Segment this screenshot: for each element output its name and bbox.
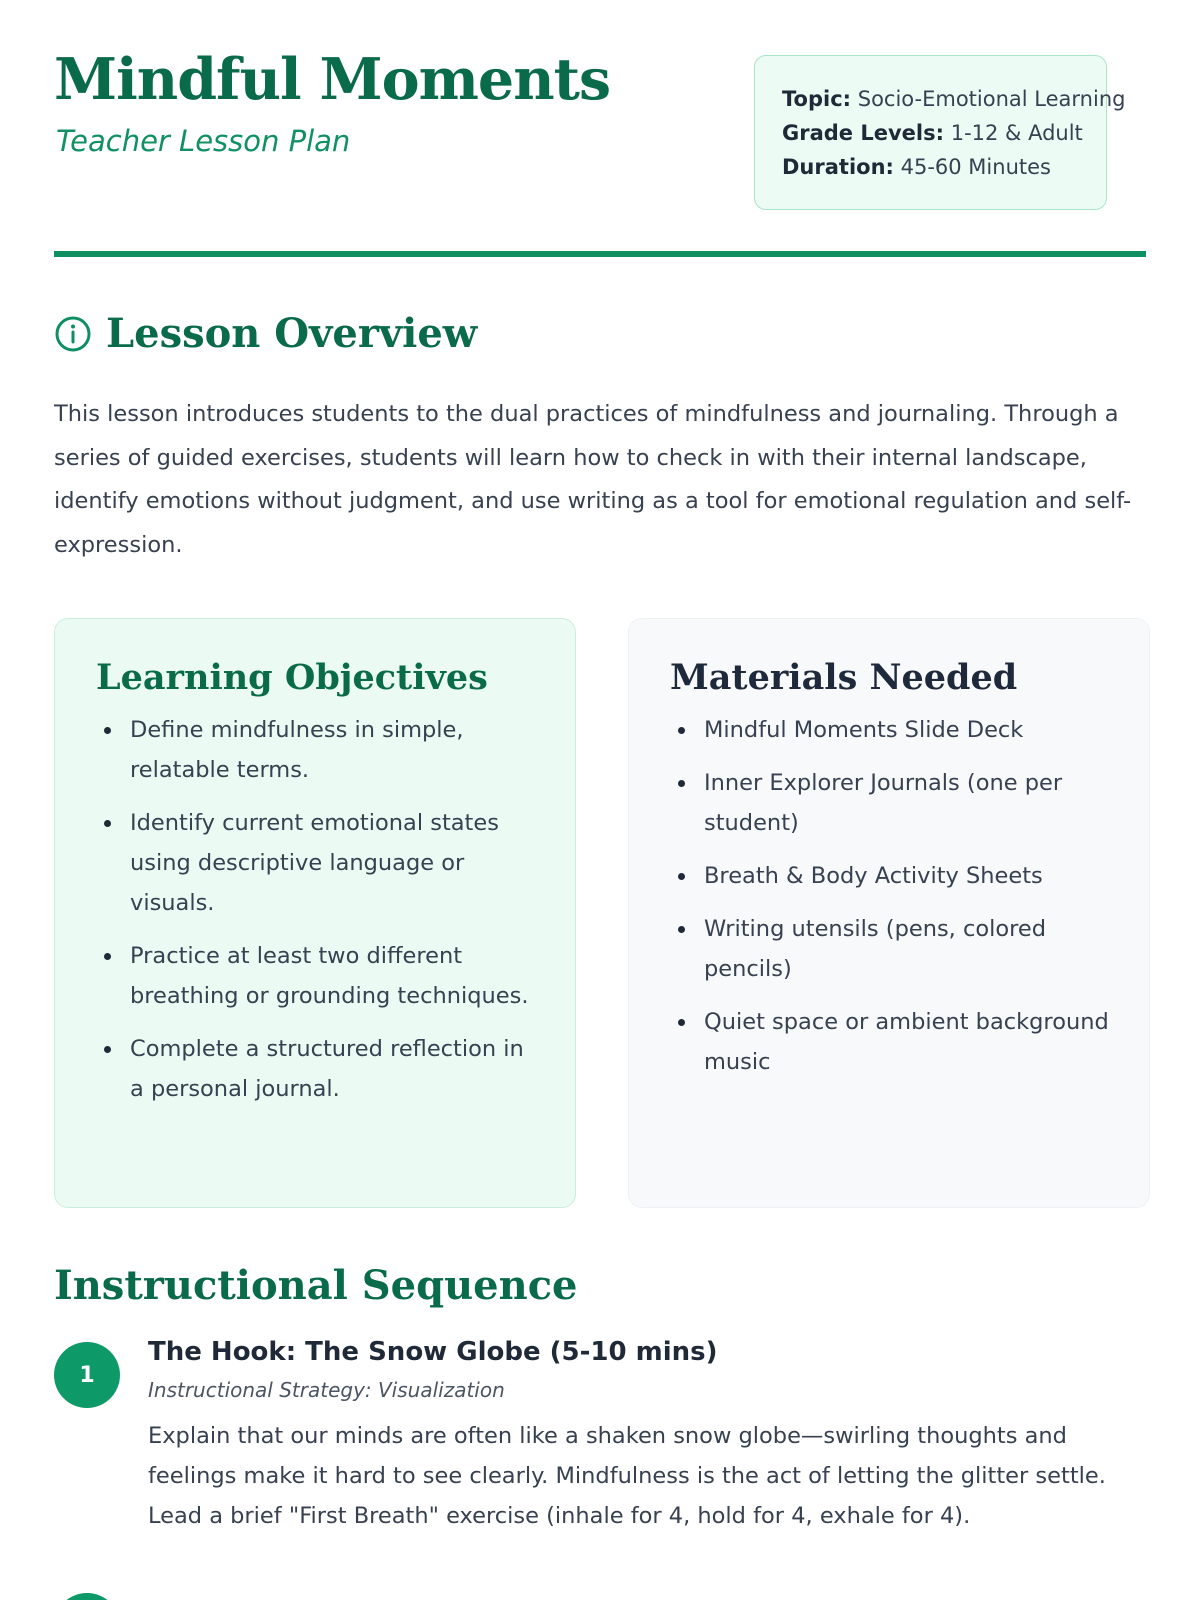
materials-card [628,618,1150,1208]
meta-grade-levels [782,116,1106,150]
materials-list [670,710,1117,1082]
materials-heading: Materials Needed [670,657,1018,698]
objective-item: Practice at least two different breathing or grounding techniques. [130,936,543,1016]
learning-objectives-list [96,710,543,1109]
material-item: Writing utensils (pens, colored pencils) [704,909,1117,989]
learning-objectives-card [54,618,576,1208]
meta-duration-value: 45-60 Minutes [900,155,1051,179]
material-item: Mindful Moments Slide Deck [704,710,1117,750]
overview-text: This lesson introduces students to the dual practices of mindfulness and journaling. Through a series of guided exercises, students will learn how to check in with their internal landscape, identify emotions without judgment, and use writing as a tool for emotional regulation and self-expression. [54,401,1132,558]
meta-grade-levels-label: Grade Levels: [782,121,945,145]
step-strategy: Instructional Strategy: Visualization [148,1378,505,1402]
meta-duration [782,150,1106,184]
objective-item: Define mindfulness in simple, relatable terms. [130,710,543,790]
step-number-badge: 1 [54,1342,120,1408]
material-item: Inner Explorer Journals (one per student) [704,763,1117,843]
lesson-meta-box [754,55,1126,210]
page-title: Mindful Moments [54,46,611,113]
learning-objectives-heading: Learning Objectives [96,657,488,698]
objective-item: Complete a structured reflection in a personal journal. [130,1029,543,1109]
overview-heading-row [54,310,477,357]
step-text: Explain that our minds are often like a shaken snow globe—swirling thoughts and feelings make it hard to see clearly. Mindfulness is the act of letting the glitter settle. Lead a brief "First Breath" exercise (inhale for 4, hold for 4, exhale for 4). [148,1423,1106,1529]
meta-topic [782,82,1126,116]
meta-topic-value: Socio-Emotional Learning [857,87,1126,111]
step-body [148,1337,1146,1532]
meta-duration-label: Duration: [782,155,894,179]
material-item: Quiet space or ambient background music [704,1002,1117,1082]
meta-grade-levels-value: 1-12 & Adult [950,121,1083,145]
material-item: Breath & Body Activity Sheets [704,856,1117,896]
info-icon [54,315,92,353]
lesson-plan-page [54,0,1146,1529]
meta-topic-label: Topic: [782,87,852,111]
step-number-badge [54,1593,120,1600]
instructional-sequence-heading: Instructional Sequence [54,1262,578,1309]
header [54,0,1146,258]
header-divider [54,251,1146,257]
step-title: The Hook: The Snow Globe (5-10 mins) [148,1337,718,1367]
objective-item: Identify current emotional states using descriptive language or visuals. [130,803,543,923]
overview-heading: Lesson Overview [106,310,478,357]
page-subtitle: Teacher Lesson Plan [56,124,351,158]
